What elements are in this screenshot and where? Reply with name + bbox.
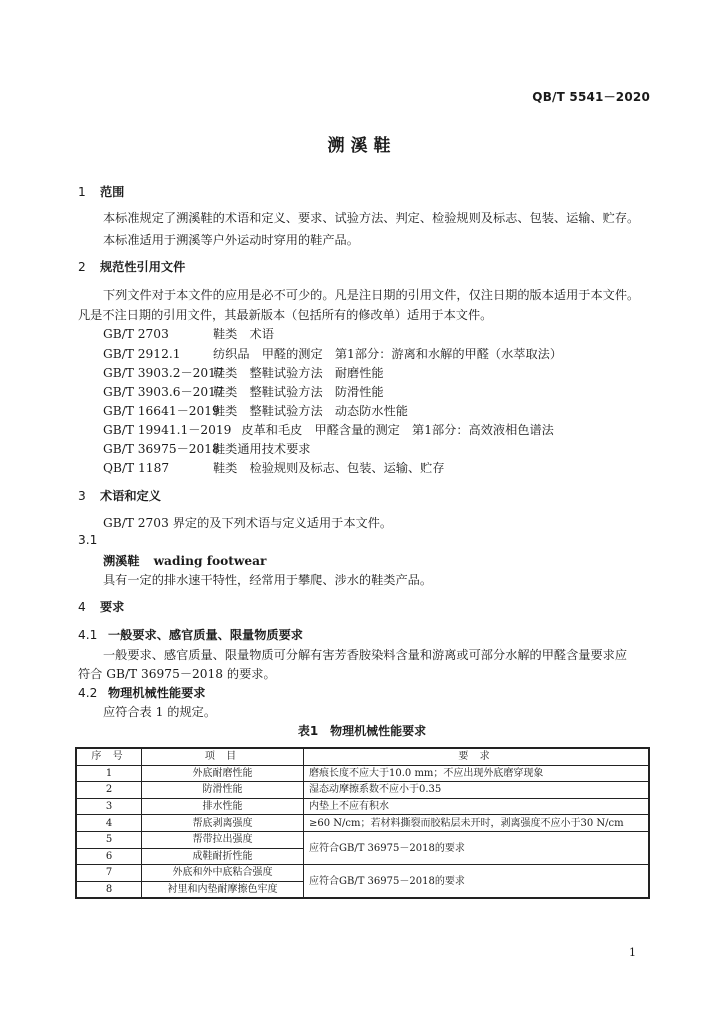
reference-title: 鞋类 整鞋试验方法 动态防水性能 xyxy=(213,404,408,418)
reference-title: 鞋类 整鞋试验方法 耐磨性能 xyxy=(213,366,384,380)
section-2-paragraph-line-2: 凡是不注日期的引用文件，其最新版本（包括所有的修改单）适用于本文件。 xyxy=(78,308,493,322)
subsection-4-1-paragraph-line-2: 符合 GB/T 36975－2018 的要求。 xyxy=(78,667,276,681)
section-3-heading xyxy=(78,487,161,504)
cell-number: 7 xyxy=(76,865,142,882)
reference-code: GB/T 16641－2019 xyxy=(103,404,220,418)
section-1-heading xyxy=(78,183,124,200)
term-entry xyxy=(103,552,266,569)
reference-title: 鞋类 术语 xyxy=(213,327,274,341)
cell-number: 4 xyxy=(76,815,142,832)
section-title: 要求 xyxy=(100,600,125,614)
reference-code: GB/T 3903.6－2017 xyxy=(103,385,224,399)
table-header-row xyxy=(76,748,649,765)
page-number: 1 xyxy=(629,946,636,959)
cell-requirement: ≥60 N/cm；若材料撕裂而胶粘层未开时，剥离强度不应小于30 N/cm xyxy=(304,815,650,832)
reference-title: 纺织品 甲醛的测定 第1部分：游离和水解的甲醛（水萃取法） xyxy=(213,347,563,361)
cell-number: 5 xyxy=(76,831,142,848)
cell-number: 1 xyxy=(76,765,142,782)
reference-title: 鞋类 检验规则及标志、包装、运输、贮存 xyxy=(213,461,445,475)
table-row xyxy=(76,798,649,815)
cell-requirement: 应符合GB/T 36975－2018的要求 xyxy=(304,831,650,864)
cell-item: 防滑性能 xyxy=(142,782,304,799)
table-row xyxy=(76,831,649,848)
cell-requirement: 内垫上不应有积水 xyxy=(304,798,650,815)
table-row xyxy=(76,865,649,882)
term-chinese: 溯溪鞋 xyxy=(103,554,140,568)
section-4-heading xyxy=(78,598,124,615)
subsection-4-2-heading xyxy=(78,684,206,701)
section-title: 术语和定义 xyxy=(100,489,161,503)
cell-number: 8 xyxy=(76,881,142,898)
table-row xyxy=(76,765,649,782)
cell-number: 6 xyxy=(76,848,142,865)
section-number: 2 xyxy=(78,260,86,274)
table-row xyxy=(76,815,649,832)
cell-requirement: 磨痕长度不应大于10.0 mm；不应出现外底磨穿现象 xyxy=(304,765,650,782)
reference-code: GB/T 2703 xyxy=(103,327,169,341)
cell-item: 帮底剥离强度 xyxy=(142,815,304,832)
reference-code: GB/T 19941.1－2019 xyxy=(103,423,232,437)
section-number: 1 xyxy=(78,185,86,199)
column-header-requirement: 要 求 xyxy=(304,748,650,765)
cell-item: 外底耐磨性能 xyxy=(142,765,304,782)
subsection-3-1-number: 3.1 xyxy=(78,533,98,547)
term-definition: 具有一定的排水速干特性，经常用于攀爬、涉水的鞋类产品。 xyxy=(103,573,433,587)
subsection-title: 一般要求、感官质量、限量物质要求 xyxy=(108,628,303,642)
normative-reference xyxy=(103,345,562,362)
subsection-number: 4.2 xyxy=(78,686,98,700)
subsection-4-1-paragraph-line-1: 一般要求、感官质量、限量物质可分解有害芳香胺染料含量和游离或可部分水解的甲醛含量要求应 xyxy=(103,648,628,662)
column-header-item: 项 目 xyxy=(142,748,304,765)
cell-number: 3 xyxy=(76,798,142,815)
normative-reference xyxy=(103,383,384,400)
normative-reference xyxy=(103,364,384,381)
reference-title: 鞋类 整鞋试验方法 防滑性能 xyxy=(213,385,384,399)
normative-reference xyxy=(103,402,408,419)
subsection-title: 物理机械性能要求 xyxy=(108,686,206,700)
table-row xyxy=(76,782,649,799)
section-2-heading xyxy=(78,258,185,275)
subsection-4-1-heading xyxy=(78,626,303,643)
reference-title: 皮革和毛皮 甲醛含量的测定 第1部分：高效液相色谱法 xyxy=(241,423,554,437)
normative-reference xyxy=(103,459,445,476)
cell-requirement: 湿态动摩擦系数不应小于0.35 xyxy=(304,782,650,799)
section-number: 3 xyxy=(78,489,86,503)
section-2-paragraph-line-1: 下列文件对于本文件的应用是必不可少的。凡是注日期的引用文件，仅注日期的版本适用于本文件。 xyxy=(103,288,640,302)
standard-number: QB/T 5541－2020 xyxy=(532,90,650,104)
cell-item: 排水性能 xyxy=(142,798,304,815)
reference-code: QB/T 1187 xyxy=(103,461,170,475)
section-1-paragraph-2: 本标准适用于溯溪等户外运动时穿用的鞋产品。 xyxy=(103,233,359,247)
cell-number: 2 xyxy=(76,782,142,799)
reference-code: GB/T 2912.1 xyxy=(103,347,181,361)
cell-item: 成鞋耐折性能 xyxy=(142,848,304,865)
reference-code: GB/T 36975－2018 xyxy=(103,442,220,456)
normative-reference xyxy=(103,421,554,438)
cell-item: 帮带拉出强度 xyxy=(142,831,304,848)
column-header-number: 序 号 xyxy=(76,748,142,765)
term-english: wading footwear xyxy=(153,554,267,568)
section-title: 规范性引用文件 xyxy=(100,260,186,274)
normative-reference xyxy=(103,440,311,457)
document-title: 溯溪鞋 xyxy=(327,136,397,156)
section-number: 4 xyxy=(78,600,86,614)
requirements-table xyxy=(75,747,650,899)
cell-item: 衬里和内垫耐摩擦色牢度 xyxy=(142,881,304,898)
normative-reference xyxy=(103,325,274,342)
table-caption: 表1 物理机械性能要求 xyxy=(297,724,427,738)
reference-code: GB/T 3903.2－2017 xyxy=(103,366,224,380)
cell-item: 外底和外中底粘合强度 xyxy=(142,865,304,882)
subsection-4-2-paragraph: 应符合表 1 的规定。 xyxy=(103,705,217,719)
subsection-number: 4.1 xyxy=(78,628,98,642)
section-3-paragraph: GB/T 2703 界定的及下列术语与定义适用于本文件。 xyxy=(103,516,393,530)
cell-requirement: 应符合GB/T 36975－2018的要求 xyxy=(304,865,650,899)
section-1-paragraph-1: 本标准规定了溯溪鞋的术语和定义、要求、试验方法、判定、检验规则及标志、包装、运输、贮存。 xyxy=(103,211,640,225)
section-title: 范围 xyxy=(100,185,125,199)
reference-title: 鞋类通用技术要求 xyxy=(213,442,311,456)
